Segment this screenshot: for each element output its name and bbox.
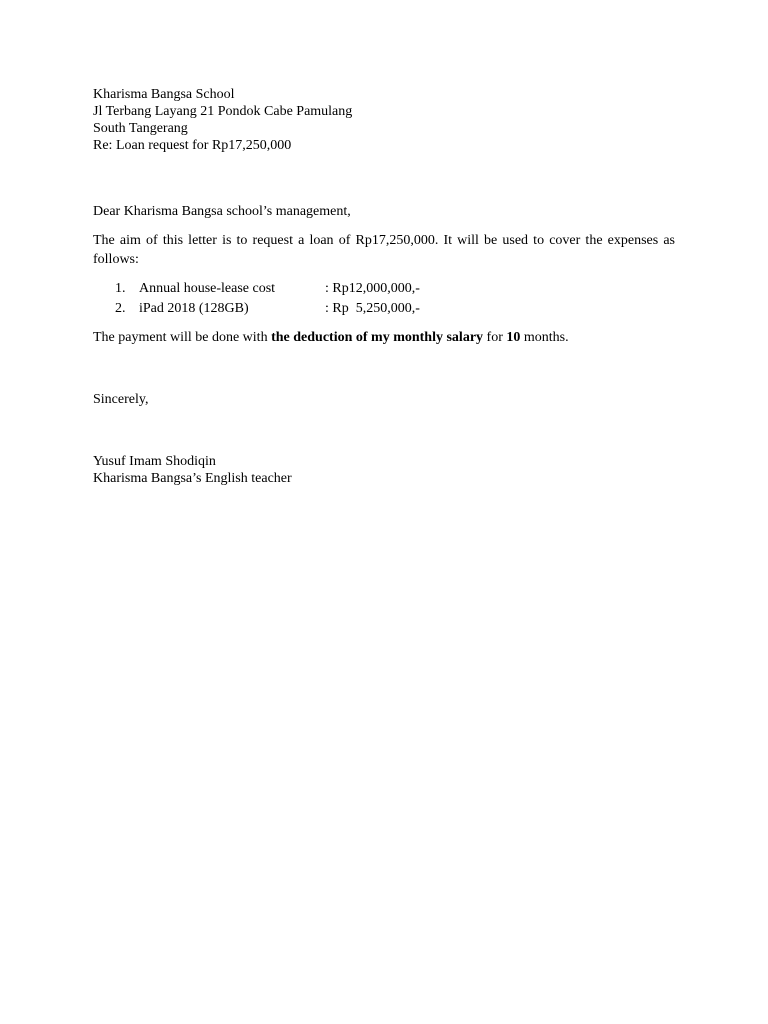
item-number: 2. <box>115 301 126 316</box>
letter-body <box>93 86 675 487</box>
payment-paragraph <box>93 329 675 346</box>
subject-line: Re: Loan request for Rp17,250,000 <box>93 138 292 153</box>
payment-prefix: The payment will be done with <box>93 330 272 345</box>
item-number-wrap <box>93 279 139 299</box>
item-amount: : Rp 5,250,000,- <box>325 301 420 316</box>
payment-bold-count: 10 <box>506 330 521 345</box>
item-number: 1. <box>115 281 126 296</box>
expense-list <box>93 279 675 319</box>
list-item <box>93 299 675 319</box>
list-item <box>93 279 675 299</box>
intro-paragraph: The aim of this letter is to request a loan of Rp17,250,000. It will be used to cover the expenses as follows: <box>93 233 675 267</box>
item-description: iPad 2018 (128GB) <box>139 301 249 316</box>
recipient-address-block <box>93 86 675 154</box>
signature-title: Kharisma Bangsa’s English teacher <box>93 471 292 486</box>
salutation: Dear Kharisma Bangsa school’s management, <box>93 204 351 219</box>
payment-bold-phrase: the deduction of my monthly salary <box>271 330 484 345</box>
signature-block <box>93 453 675 487</box>
payment-suffix: months. <box>520 330 569 345</box>
recipient-city: South Tangerang <box>93 121 188 136</box>
item-amount: : Rp12,000,000,- <box>325 281 420 296</box>
payment-middle: for <box>483 330 507 345</box>
recipient-name: Kharisma Bangsa School <box>93 87 235 102</box>
closing: Sincerely, <box>93 392 149 407</box>
signature-name: Yusuf Imam Shodiqin <box>93 454 216 469</box>
item-description: Annual house-lease cost <box>139 281 276 296</box>
item-number-wrap <box>93 299 139 319</box>
recipient-street: Jl Terbang Layang 21 Pondok Cabe Pamulang <box>93 104 353 119</box>
